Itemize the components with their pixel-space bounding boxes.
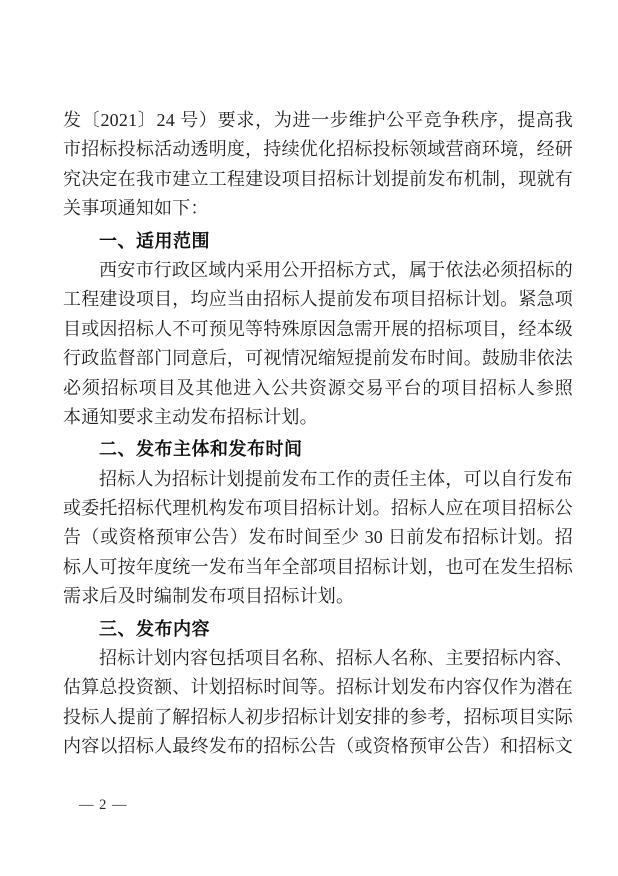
doc-line: 行政监督部门同意后，可视情况缩短提前发布时间。鼓励非依法 — [63, 348, 573, 369]
doc-line: 必须招标项目及其他进入公共资源交易平台的项目招标人参照 — [63, 377, 573, 398]
doc-line: 标人可按年度统一发布当年全部项目招标计划，也可在发生招标 — [63, 556, 573, 577]
doc-line: 估算总投资额、计划招标时间等。招标计划发布内容仅作为潜在 — [63, 677, 573, 698]
doc-line: 关事项通知如下： — [63, 198, 209, 219]
doc-line: 本通知要求主动发布招标计划。 — [63, 406, 318, 427]
section-heading-scope: 一、适用范围 — [99, 230, 210, 251]
section-heading-content: 三、发布内容 — [99, 618, 210, 639]
doc-line: 或委托招标代理机构发布项目招标计划。招标人应在项目招标公 — [63, 498, 573, 519]
doc-line: 发〔2021〕24 号）要求，为进一步维护公平竞争秩序，提高我 — [63, 110, 573, 130]
doc-line: 需求后及时编制发布项目招标计划。 — [63, 586, 355, 607]
doc-line: 工程建设项目，均应当由招标人提前发布项目招标计划。紧急项 — [63, 289, 573, 310]
doc-line: 市招标投标活动透明度，持续优化招标投标领域营商环境，经研 — [63, 139, 573, 160]
doc-line: 招标人为招标计划提前发布工作的责任主体，可以自行发布 — [99, 468, 573, 489]
doc-line: 投标人提前了解招标人初步招标计划安排的参考，招标项目实际 — [63, 706, 573, 727]
document-text-block — [63, 106, 573, 762]
doc-line: 西安市行政区域内采用公开招标方式，属于依法必须招标的 — [99, 259, 573, 280]
doc-line: 告（或资格预审公告）发布时间至少 30 日前发布招标计划。招 — [63, 527, 573, 548]
doc-line: 目或因招标人不可预见等特殊原因急需开展的招标项目，经本级 — [63, 318, 573, 339]
doc-line: 内容以招标人最终发布的招标公告（或资格预审公告）和招标文 — [63, 736, 573, 757]
page-number: — 2 — — [79, 797, 128, 813]
doc-line: 招标计划内容包括项目名称、招标人名称、主要招标内容、 — [99, 648, 573, 669]
doc-line: 究决定在我市建立工程建设项目招标计划提前发布机制，现就有 — [63, 168, 573, 189]
section-heading-publisher-time: 二、发布主体和发布时间 — [99, 439, 303, 460]
